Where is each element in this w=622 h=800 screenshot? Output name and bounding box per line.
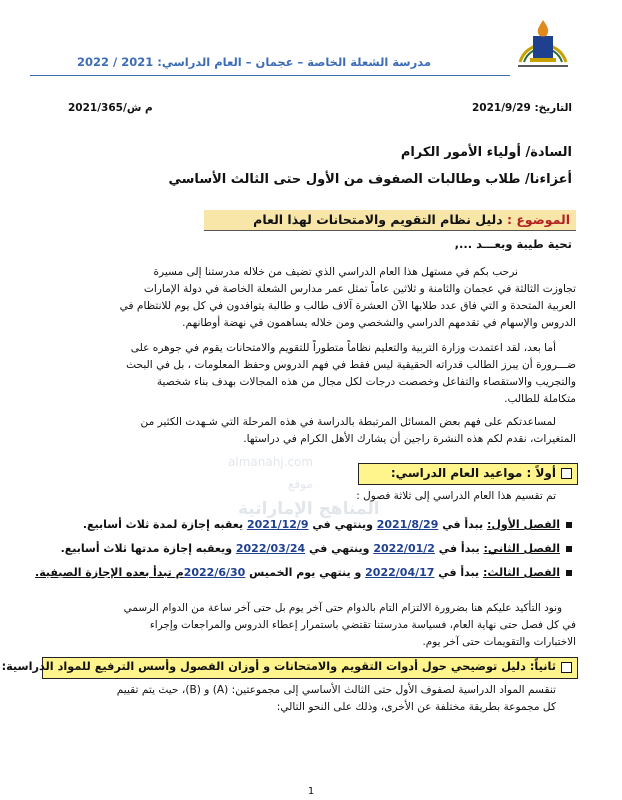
term-text: و ينتهي يوم الخميس <box>245 566 366 579</box>
section2-heading <box>2 660 572 673</box>
paragraph-line: كل مجموعة بطريقة مختلفة عن الأخرى، وذلك على النحو التالي: <box>276 701 556 713</box>
paragraph-ministry <box>44 340 576 408</box>
section2-body <box>44 682 576 716</box>
paragraph-line: متكاملة للطالب. <box>504 393 576 405</box>
subject-label: الموضوع : <box>506 212 570 227</box>
paragraph-line: ضـــرورة أن يبرز الطالب قدراته الحقيقية ليس فقط في فهم الدروس وحفظ المعلومات ، بل في البحث <box>126 359 576 371</box>
paragraph-line: أما بعد، لقد اعتمدت وزارة التربية والتعليم نظاماً متطوراً للتقويم والامتحانات يقوم في جوهره على <box>130 342 556 354</box>
paragraph-welcome <box>44 264 576 332</box>
paragraph-line: ونود التأكيد عليكم هنا بضرورة الالتزام التام بالدوام حتى آخر يوم بل حتى آخر ساعة من الدوام الرسمي <box>123 602 562 614</box>
bullet-icon <box>566 546 572 552</box>
paragraph-line: الدروس والإسهام في تقدمهم الدراسي والشخصي ومن خلاله يساهمون في نهضة أوطانهم. <box>182 317 576 329</box>
term-start-date: 2022/01/2 <box>373 542 435 555</box>
term-text: ويعقبه إجازة مدتها ثلاث أسابيع. <box>60 542 236 555</box>
school-logo <box>512 14 574 72</box>
paragraph-line: الاختبارات والتقويمات حتى آخر يوم. <box>422 636 576 648</box>
term-text: يبدأ في <box>434 542 484 555</box>
paragraph-line: تجاوزت الثالثة في عجمان والثامنة و ثلاثين عاماً تمثل عمر مدارس الشعلة الخاصة في دولة الإمارات <box>143 283 576 295</box>
term-start-date: 2022/04/17 <box>365 566 435 579</box>
paragraph-line: نرحب بكم في مستهل هذا العام الدراسي الذي تضيف من خلاله مدرستنا إلى مسيرة <box>153 266 518 278</box>
checkbox-icon <box>561 662 572 673</box>
term-end-date: 2022/6/30 <box>183 566 246 579</box>
watermark-text: المناهج الإماراتية <box>238 499 380 519</box>
subject-text: دليل نظام التقويم والامتحانات لهذا العام <box>253 212 507 227</box>
term-label: الفصل الثاني: <box>483 542 560 555</box>
term-text: م تبدأ بعده الإجازة الصيفية. <box>35 566 184 579</box>
paragraph-line: لمساعدتكم على فهم بعض المسائل المرتبطة بالدراسة في هذه المرحلة التي شـهدت الكثير من <box>140 416 556 428</box>
paragraph-line: تنقسم المواد الدراسية لصفوف الأول حتى الثالث الأساسي إلى مجموعتين: (A) و (B)، حيث يتم تقييم <box>116 684 556 696</box>
term-2 <box>61 542 572 555</box>
term-3 <box>35 566 572 579</box>
addressee-parents: السادة/ أولياء الأمور الكرام <box>400 145 572 160</box>
watermark-text: almanahj.com <box>228 455 314 469</box>
term-text: يبدأ في <box>434 566 483 579</box>
term-text: يعقبه إجازة لمدة ثلاث أسابيع. <box>82 518 247 531</box>
letter-date: التاريخ: 2021/9/29 <box>472 102 572 114</box>
term-label: الفصل الثالث: <box>483 566 560 579</box>
term-start-date: 2021/8/29 <box>376 518 439 531</box>
section2-title: ثانياً: دليل توضيحي حول أدوات التقويم والامتحانات و أوزان الفصول وأسس الترفيع للمواد الدراسية: <box>1 660 556 673</box>
term-end-date: 2021/12/9 <box>246 518 309 531</box>
term-text: يبدأ في <box>438 518 487 531</box>
paragraph-line: تم تقسيم هذا العام الدراسي إلى ثلاثة فصول : <box>356 490 556 502</box>
term-label: الفصل الأول: <box>486 518 560 531</box>
bullet-icon <box>566 522 572 528</box>
site-watermark <box>218 455 398 535</box>
section1-title: أولاً : مواعيد العام الدراسي: <box>390 466 556 480</box>
page-number: 1 <box>307 786 315 797</box>
term-end-date: 2022/03/24 <box>235 542 306 555</box>
header-divider <box>30 75 510 76</box>
paragraph-line: العربية المتحدة و التي فاق عدد طلابها الآن العشرة آلاف طالب و طالبة يتوافدون في كل يوم للانتظام في <box>119 300 576 312</box>
section1-note <box>44 600 576 651</box>
addressee-students: أعزاءنا/ طلاب وطالبات الصفوف من الأول حتى الثالث الأساسي <box>168 172 572 187</box>
section1-heading <box>391 466 572 480</box>
paragraph-line: في كل فصل حتى نهاية العام، فسياسة مدرستنا تقتضي باستمرار إعطاء الدروس والمراجعات وإجراء <box>149 619 576 631</box>
watermark-text: موقع <box>288 477 313 491</box>
letter-reference: م ش/2021/365 <box>68 102 153 114</box>
paragraph-line: والتجريب والاستقصاء والتفاعل وخصصت درجات لكل مجال من هذه المجالات بهدف بناء شخصية <box>156 376 576 388</box>
paragraph-help <box>44 414 576 448</box>
paragraph-line: المتغيرات، نقدم لكم هذه النشرة راجين أن يشارك الأهل الكرام في دراستها. <box>243 433 576 445</box>
bullet-icon <box>566 570 572 576</box>
term-text: وينتهي في <box>308 518 377 531</box>
greeting: تحية طيبة وبعـــد ..., <box>454 237 572 251</box>
term-text: وينتهي في <box>305 542 374 555</box>
subject-line <box>253 212 570 227</box>
checkbox-icon <box>561 468 572 479</box>
school-header: مدرسة الشعلة الخاصة – عجمان – العام الدراسي: 2021 / 2022 <box>76 55 431 69</box>
